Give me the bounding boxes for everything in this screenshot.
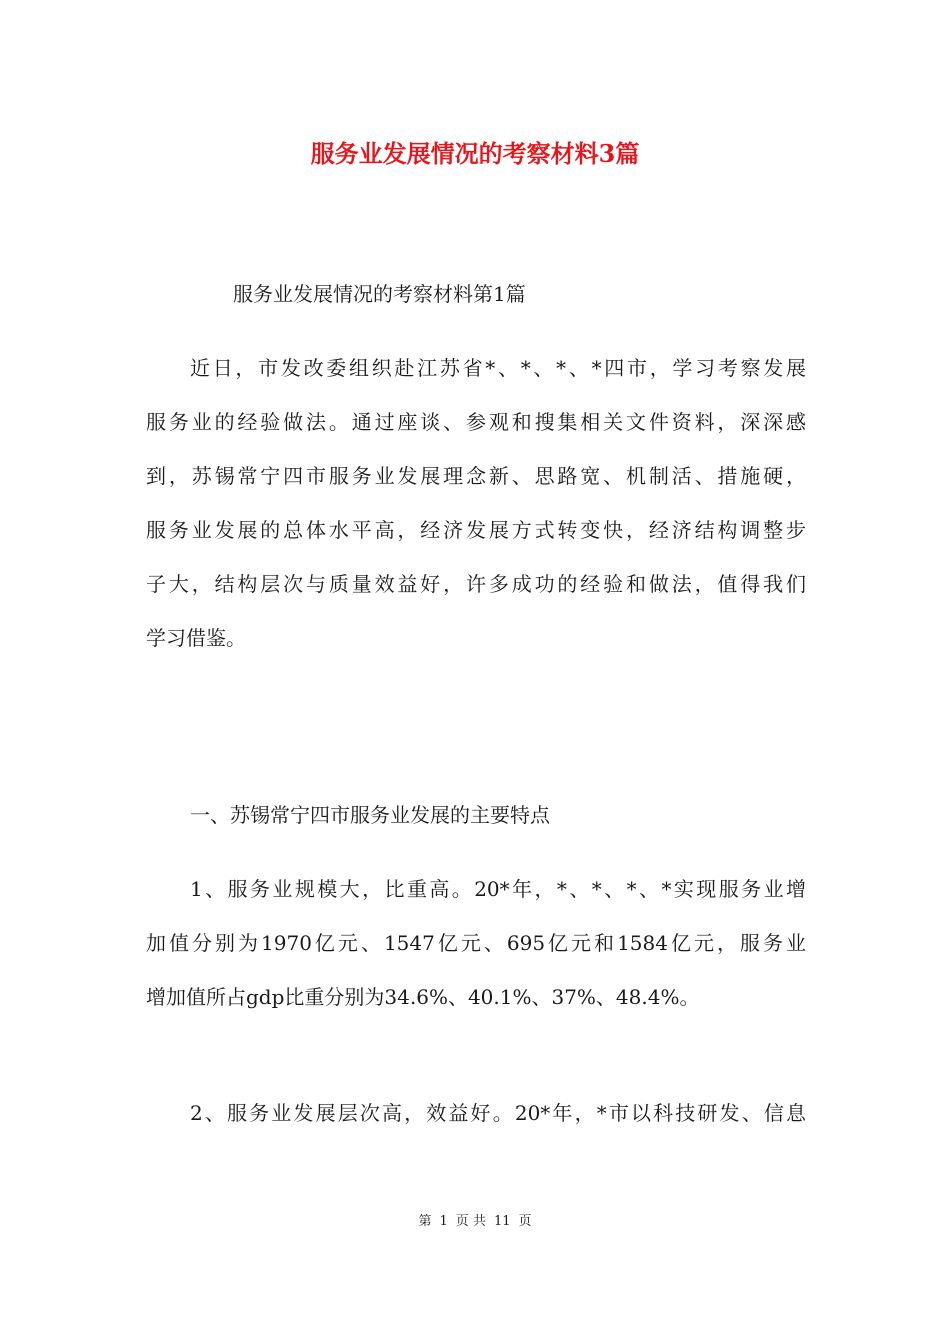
paragraph-intro (146, 341, 806, 665)
page-footer (0, 1213, 950, 1231)
paragraph-line: 服务业的经验做法。通过座谈、参观和搜集相关文件资料，深深感 (146, 410, 806, 434)
paragraph-line: 子大，结构层次与质量效益好，许多成功的经验和做法，值得我们 (146, 572, 806, 596)
paragraph-line: 加值分别为1970亿元、1547亿元、695亿元和1584亿元，服务业 (146, 931, 806, 955)
footer-total-pages: 11 (493, 1214, 511, 1229)
footer-current-page: 1 (439, 1214, 448, 1229)
section-subtitle: 服务业发展情况的考察材料第1篇 (233, 282, 526, 306)
paragraph-point-2 (146, 1086, 806, 1140)
document-title: 服务业发展情况的考察材料3篇 (310, 139, 640, 168)
section-heading-line: 一、苏锡常宁四市服务业发展的主要特点 (190, 803, 550, 827)
paragraph-line: 1、服务业规模大，比重高。20*年，*、*、*、*实现服务业增 (190, 877, 806, 901)
paragraph-line: 增加值所占gdp比重分别为34.6%、40.1%、37%、48.4%。 (146, 985, 700, 1009)
footer-middle: 页 共 (455, 1214, 486, 1229)
section-heading (146, 788, 806, 842)
paragraph-line: 近日，市发改委组织赴江苏省*、*、*、*四市，学习考察发展 (190, 356, 806, 380)
paragraph-point-1 (146, 862, 806, 1024)
paragraph-line: 学习借鉴。 (146, 626, 246, 650)
footer-suffix: 页 (518, 1214, 532, 1229)
paragraph-line: 服务业发展的总体水平高，经济发展方式转变快，经济结构调整步 (146, 518, 806, 542)
footer-prefix: 第 (418, 1214, 432, 1229)
paragraph-line: 到，苏锡常宁四市服务业发展理念新、思路宽、机制活、措施硬， (146, 464, 806, 488)
paragraph-line: 2、服务业发展层次高，效益好。20*年，*市以科技研发、信息 (190, 1101, 806, 1125)
